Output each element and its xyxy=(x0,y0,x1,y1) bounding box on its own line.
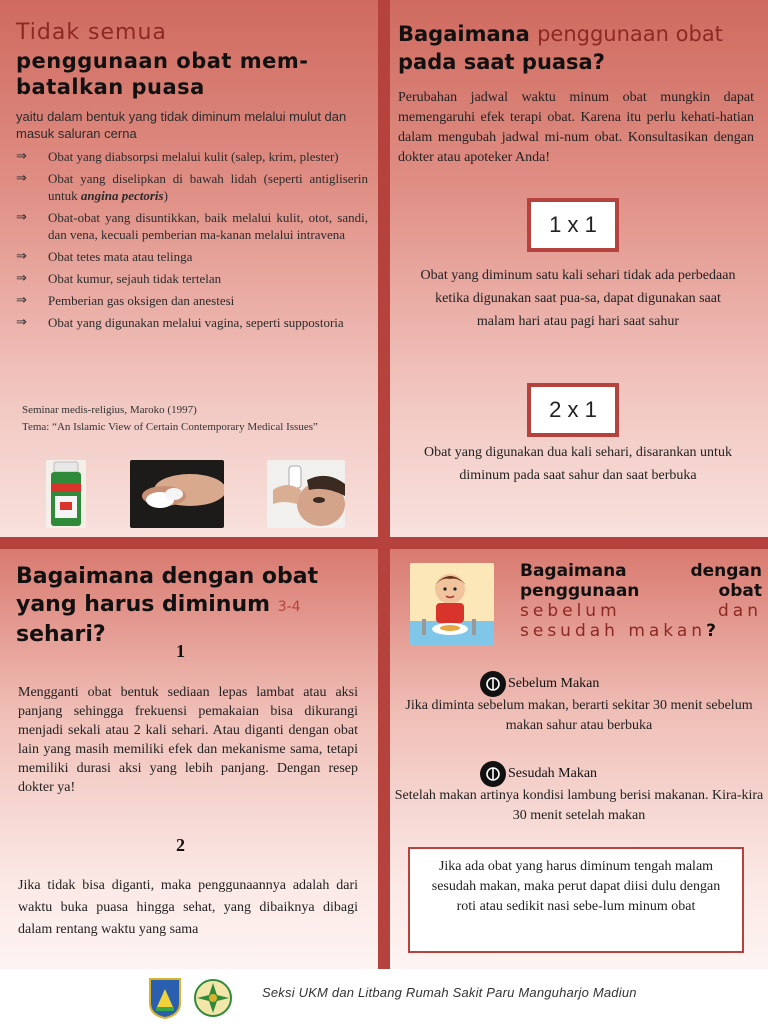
before-meal-text: Jika diminta sebelum makan, berarti sekitar 30 menit sebelum makan sahur atau berbuka xyxy=(405,698,753,733)
medication-list xyxy=(16,148,368,336)
arrow-icon: ⇒ xyxy=(16,249,27,264)
footer-organization: Seksi UKM dan Litbang Rumah Sakit Paru Manguharjo Madiun xyxy=(262,985,637,1000)
panel-before-after-meals xyxy=(390,549,768,969)
after-meal-text: Setelah makan artinya kondisi lambung berisi makanan. Kira-kira 30 menit setelah makan xyxy=(394,788,764,823)
list-item xyxy=(16,148,368,165)
skin-cream-photo xyxy=(130,460,224,528)
list-item xyxy=(16,170,368,204)
step-number: 1 xyxy=(176,641,185,661)
reference-source: Seminar medis-religius, Maroko (1997) xyxy=(22,404,197,416)
list-item xyxy=(16,292,368,309)
list-item-text: Obat-obat yang disuntikkan, baik melalui kulit, otot, sandi, dan vena, kecuali pemberian ma-kanan melalui intravena xyxy=(48,210,368,242)
list-item xyxy=(16,314,368,331)
plate-cutlery-icon xyxy=(480,761,506,787)
panel-title: Bagaimana dengan penggunaan obat sebelum dan sesudah makan? xyxy=(520,561,762,641)
reference-theme: Tema: “An Islamic View of Certain Contemporary Medical Issues” xyxy=(22,421,318,433)
list-item-text: Obat yang diselipkan di bawah lidah (seperti antigliserin untuk angina pectoris) xyxy=(48,171,368,203)
arrow-icon: ⇒ xyxy=(16,149,27,164)
intro-text: yaitu dalam bentuk yang tidak diminum melalui mulut dan masuk saluran cerna xyxy=(16,109,347,141)
dose-twice-daily-badge: 2 x 1 xyxy=(527,383,619,437)
eye-drops-photo xyxy=(267,460,345,528)
list-item-text: Obat kumur, sejauh tidak tertelan xyxy=(48,271,222,286)
vertical-divider xyxy=(378,0,390,969)
before-meal-heading: Sebelum Makan xyxy=(480,671,599,697)
list-item-text: Obat tetes mata atau telinga xyxy=(48,249,193,264)
panel-usage-during-fast xyxy=(390,0,768,537)
after-meal-heading: Sesudah Makan xyxy=(480,761,597,787)
list-item xyxy=(16,248,368,265)
dose-once-daily-text: Obat yang diminum satu kali sehari tidak ada perbedaan ketika digunakan saat pua-sa, dapat digunakan saat malam hari atau pagi hari saat sahur xyxy=(420,268,736,329)
panel-title: Bagaimana dengan obat yang harus diminum 3-4 sehari? xyxy=(16,564,319,647)
step-number: 2 xyxy=(176,835,185,855)
list-item-text: Pemberian gas oksigen dan anestesi xyxy=(48,293,235,308)
emphasis-text: angina pectoris xyxy=(80,188,164,203)
arrow-icon: ⇒ xyxy=(16,210,27,225)
panel-title-small: Tidak semua xyxy=(16,20,167,45)
arrow-icon: ⇒ xyxy=(16,293,27,308)
dose-once-daily-badge: 1 x 1 xyxy=(527,198,619,252)
panel-not-breaking-fast xyxy=(0,0,378,537)
medicine-bottle-photo xyxy=(46,460,86,528)
midnight-dose-note: Jika ada obat yang harus diminum tengah malam sesudah makan, maka perut dapat diisi dulu dengan roti atau sedikit nasi sebe-lum minum obat xyxy=(408,847,744,953)
health-ministry-logo xyxy=(193,977,233,1019)
panel-three-four-times-daily xyxy=(0,549,378,969)
arrow-icon: ⇒ xyxy=(16,315,27,330)
child-eating-illustration xyxy=(410,563,494,645)
list-item-text: Obat yang digunakan melalui vagina, seperti suppostoria xyxy=(48,315,344,330)
intro-text: Perubahan jadwal waktu minum obat mungkin dapat memengaruhi efek terapi obat. Karena itu perlu kehati-hatian dalam mengubah jadwal mi-num obat. Konsultasikan dengan dokter atau apoteker Anda! xyxy=(398,90,754,165)
list-item xyxy=(16,209,368,243)
plate-cutlery-icon xyxy=(480,671,506,697)
horizontal-divider xyxy=(0,537,768,549)
step-text: Jika tidak bisa diganti, maka penggunaannya adalah dari waktu buka puasa hingga sehat, yang dibaiknya dibagi dalam rentang waktu yang sama xyxy=(18,878,358,937)
panel-title: penggunaan obat mem-batalkan puasa xyxy=(16,49,309,99)
footer xyxy=(0,969,768,1024)
province-emblem-logo xyxy=(148,977,182,1019)
list-item xyxy=(16,270,368,287)
dose-twice-daily-text: Obat yang digunakan dua kali sehari, disarankan untuk diminum pada saat sahur dan saat berbuka xyxy=(424,445,732,483)
step-text: Mengganti obat bentuk sediaan lepas lambat atau aksi panjang sehingga frekuensi pemakaian bisa dikurangi menjadi sekali atau 2 kali sehari. Atau diganti dengan obat lain yang masih memiliki efek dan mekanisme sama, tetapi memiliki durasi aksi yang lebih panjang. Dengan resep dokter ya! xyxy=(18,685,358,795)
arrow-icon: ⇒ xyxy=(16,171,27,186)
list-item-text: Obat yang diabsorpsi melalui kulit (salep, krim, plester) xyxy=(48,149,339,164)
arrow-icon: ⇒ xyxy=(16,271,27,286)
panel-title: Bagaimana penggunaan obat pada saat puasa? xyxy=(398,22,723,74)
